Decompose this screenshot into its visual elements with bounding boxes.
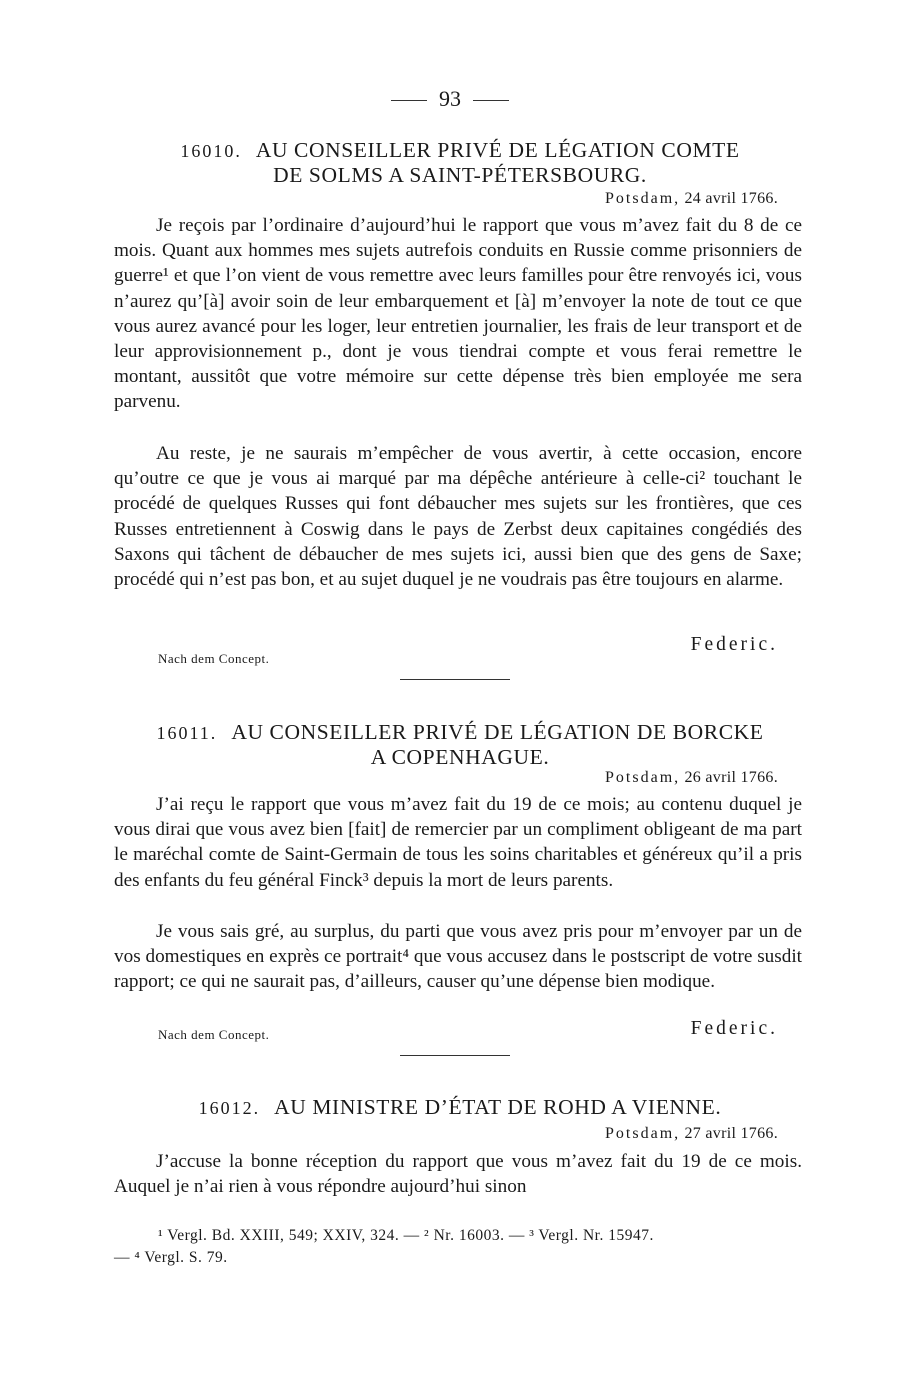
footnotes [114,1225,802,1269]
heading-line1: AU MINISTRE D’ÉTAT DE ROHD A VIENNE. [274,1095,722,1119]
dateline-place: Potsdam, [605,769,681,786]
dateline-date: 24 avril 1766. [684,190,778,207]
letter-number: 16012. [198,1098,261,1118]
signature: Federic. [690,634,778,655]
letter-heading-cont [110,162,810,188]
heading-line2: A COPENHAGUE. [370,745,550,769]
dateline [605,190,778,208]
dateline-date: 27 avril 1766. [684,1125,778,1142]
dateline [605,769,778,787]
header-dash-right [473,100,509,101]
letter-paragraph: Au reste, je ne saurais m’empêcher de vous avertir, à cette occasion, encore qu’outre ce que je vous ai marqué par ma dépêche antérieure à celle-ci² touchant le procédé de quelques Russes qui font débaucher mes sujets sur les frontières, que ces Russes entretiennent à Coswig dans le pays de Zerbst deux capitaines congédiés des Saxons qui tâchent de débaucher de mes sujets ici, aussi bien que des gens de Saxe; procédé qui n’est pas bon, et au sujet duquel je ne voudrais pas être toujours en alarme. [114,443,802,591]
page-number: 93 [439,86,461,111]
dateline-place: Potsdam, [605,1125,681,1142]
page-number-header [0,86,900,112]
separator-rule [400,1055,510,1056]
source-note: Nach dem Concept. [158,1027,270,1042]
signature: Federic. [690,1018,778,1039]
footnote-line: — ⁴ Vergl. S. 79. [114,1249,228,1266]
dateline [605,1125,778,1143]
separator-rule [400,679,510,680]
heading-line1: AU CONSEILLER PRIVÉ DE LÉGATION DE BORCKE [231,720,764,744]
header-dash-left [391,100,427,101]
letter-heading [110,1094,810,1121]
letter-number: 16010. [180,141,242,161]
heading-line2: DE SOLMS A SAINT-PÉTERSBOURG. [273,163,647,187]
letter-paragraph: J’accuse la bonne réception du rapport que vous m’avez fait du 19 de ce mois. Auquel je n’ai rien à vous répondre aujourd’hui sinon [114,1151,802,1198]
footnote-line: ¹ Vergl. Bd. XXIII, 549; XXIV, 324. — ² Nr. 16003. — ³ Vergl. Nr. 15947. [158,1227,654,1244]
letter-heading [110,719,810,746]
heading-line1: AU CONSEILLER PRIVÉ DE LÉGATION COMTE [255,138,740,162]
letter-number: 16011. [156,723,218,743]
source-note: Nach dem Concept. [158,651,270,666]
letter-heading-cont [110,744,810,770]
letter-paragraph: Je reçois par l’ordinaire d’aujourd’hui le rapport que vous m’avez fait du 8 de ce mois. Quant aux hommes mes sujets autrefois conduits en Russie comme prisonniers de guerre¹ et que l’on vient de vous remettre avec leurs familles pour être renvoyés ici, vous n’aurez qu’[à] avoir soin de leur embarquement et [à] m’envoyer la note de tout ce que vous aurez avancé pour les loger, leur entretien journalier, les frais de leur transport et de leur approvisionnement p., dont je vous tiendrai compte et vous ferai remettre le montant, aussitôt que votre mémoire sur cette dépense très bien employée me sera parvenu. [114,215,802,413]
dateline-date: 26 avril 1766. [684,769,778,786]
letter-heading [110,137,810,164]
dateline-place: Potsdam, [605,190,681,207]
letter-paragraph: Je vous sais gré, au surplus, du parti que vous avez pris pour m’envoyer par un de vos domestiques en exprès ce portrait⁴ que vous accusez dans le postscript de votre susdit rapport; ce qui ne saurait pas, d’ailleurs, causer qu’une dépense bien modique. [114,921,802,993]
letter-paragraph: J’ai reçu le rapport que vous m’avez fait du 19 de ce mois; au contenu duquel je vous dirai que vous avez bien [fait] de remercier par un compliment obligeant de ma part le maréchal comte de Saint-Germain de tous les soins charitables et généreux qu’il a pris des enfants du feu général Finck³ depuis la mort de leurs parents. [114,794,802,891]
